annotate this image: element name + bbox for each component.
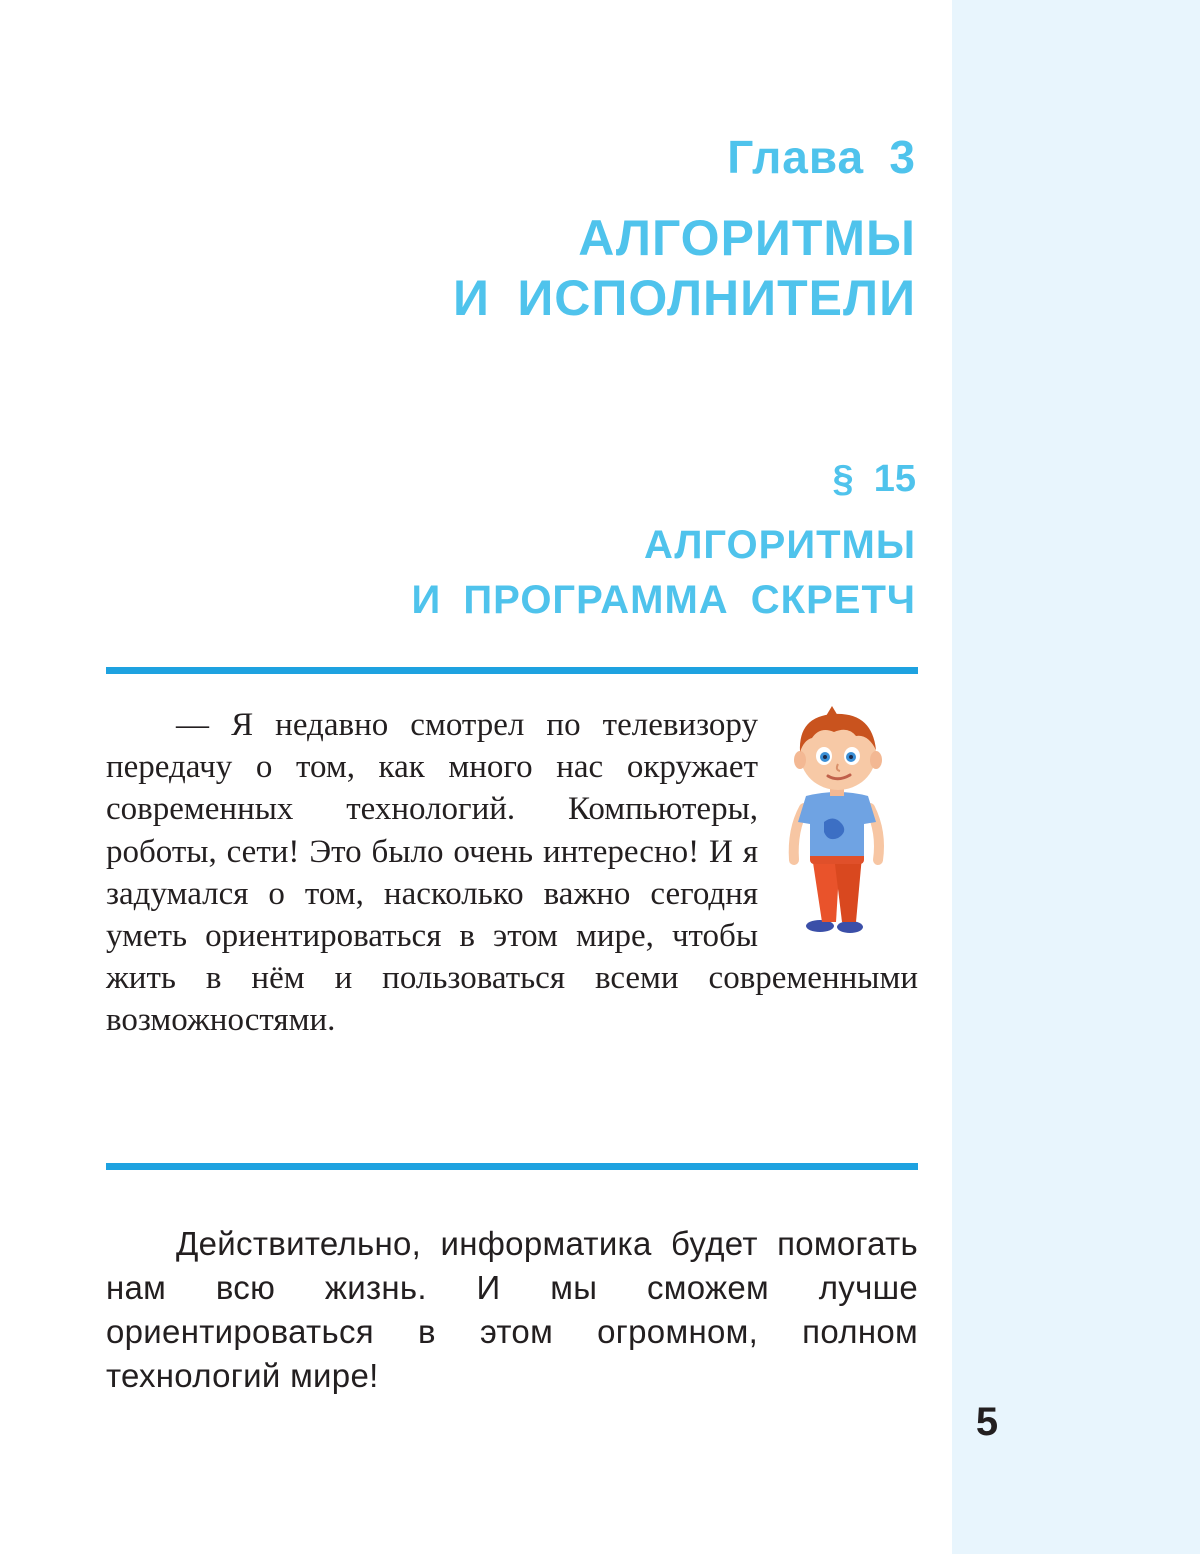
section-title <box>412 518 916 628</box>
body-paragraph: Действительно, информатика будет помогать нам всю жизнь. И мы сможем лучше ориентироваться в этом огромном, полном технологий мире! <box>106 1225 918 1394</box>
boy-character-icon <box>768 704 918 944</box>
chapter-title-line-1: АЛГОРИТМЫ <box>578 210 916 266</box>
page-number: 5 <box>975 1400 999 1444</box>
top-divider <box>106 667 918 674</box>
chapter-title <box>453 208 916 328</box>
section-number: § 15 <box>832 458 916 500</box>
bottom-divider <box>106 1163 918 1170</box>
quote-text: — Я недавно смотрел по телевизору передачу о том, как много нас окружает современных технологий. Компьютеры, роботы, сети! Это было очень интересно! И я задумался о том, насколько важно сегодня уметь ориентироваться в этом мире, чтобы жить в нём и пользоваться всеми современными возможностями. <box>106 707 918 1039</box>
boy-illustration <box>768 704 918 944</box>
section-title-line-2: И ПРОГРАММА СКРЕТЧ <box>411 578 916 622</box>
chapter-title-line-2: И ИСПОЛНИТЕЛИ <box>453 270 916 326</box>
dialogue-quote <box>106 704 918 1042</box>
section-title-line-1: АЛГОРИТМЫ <box>643 523 916 567</box>
side-margin-strip <box>952 0 1200 1554</box>
chapter-label: Глава 3 <box>727 131 916 183</box>
